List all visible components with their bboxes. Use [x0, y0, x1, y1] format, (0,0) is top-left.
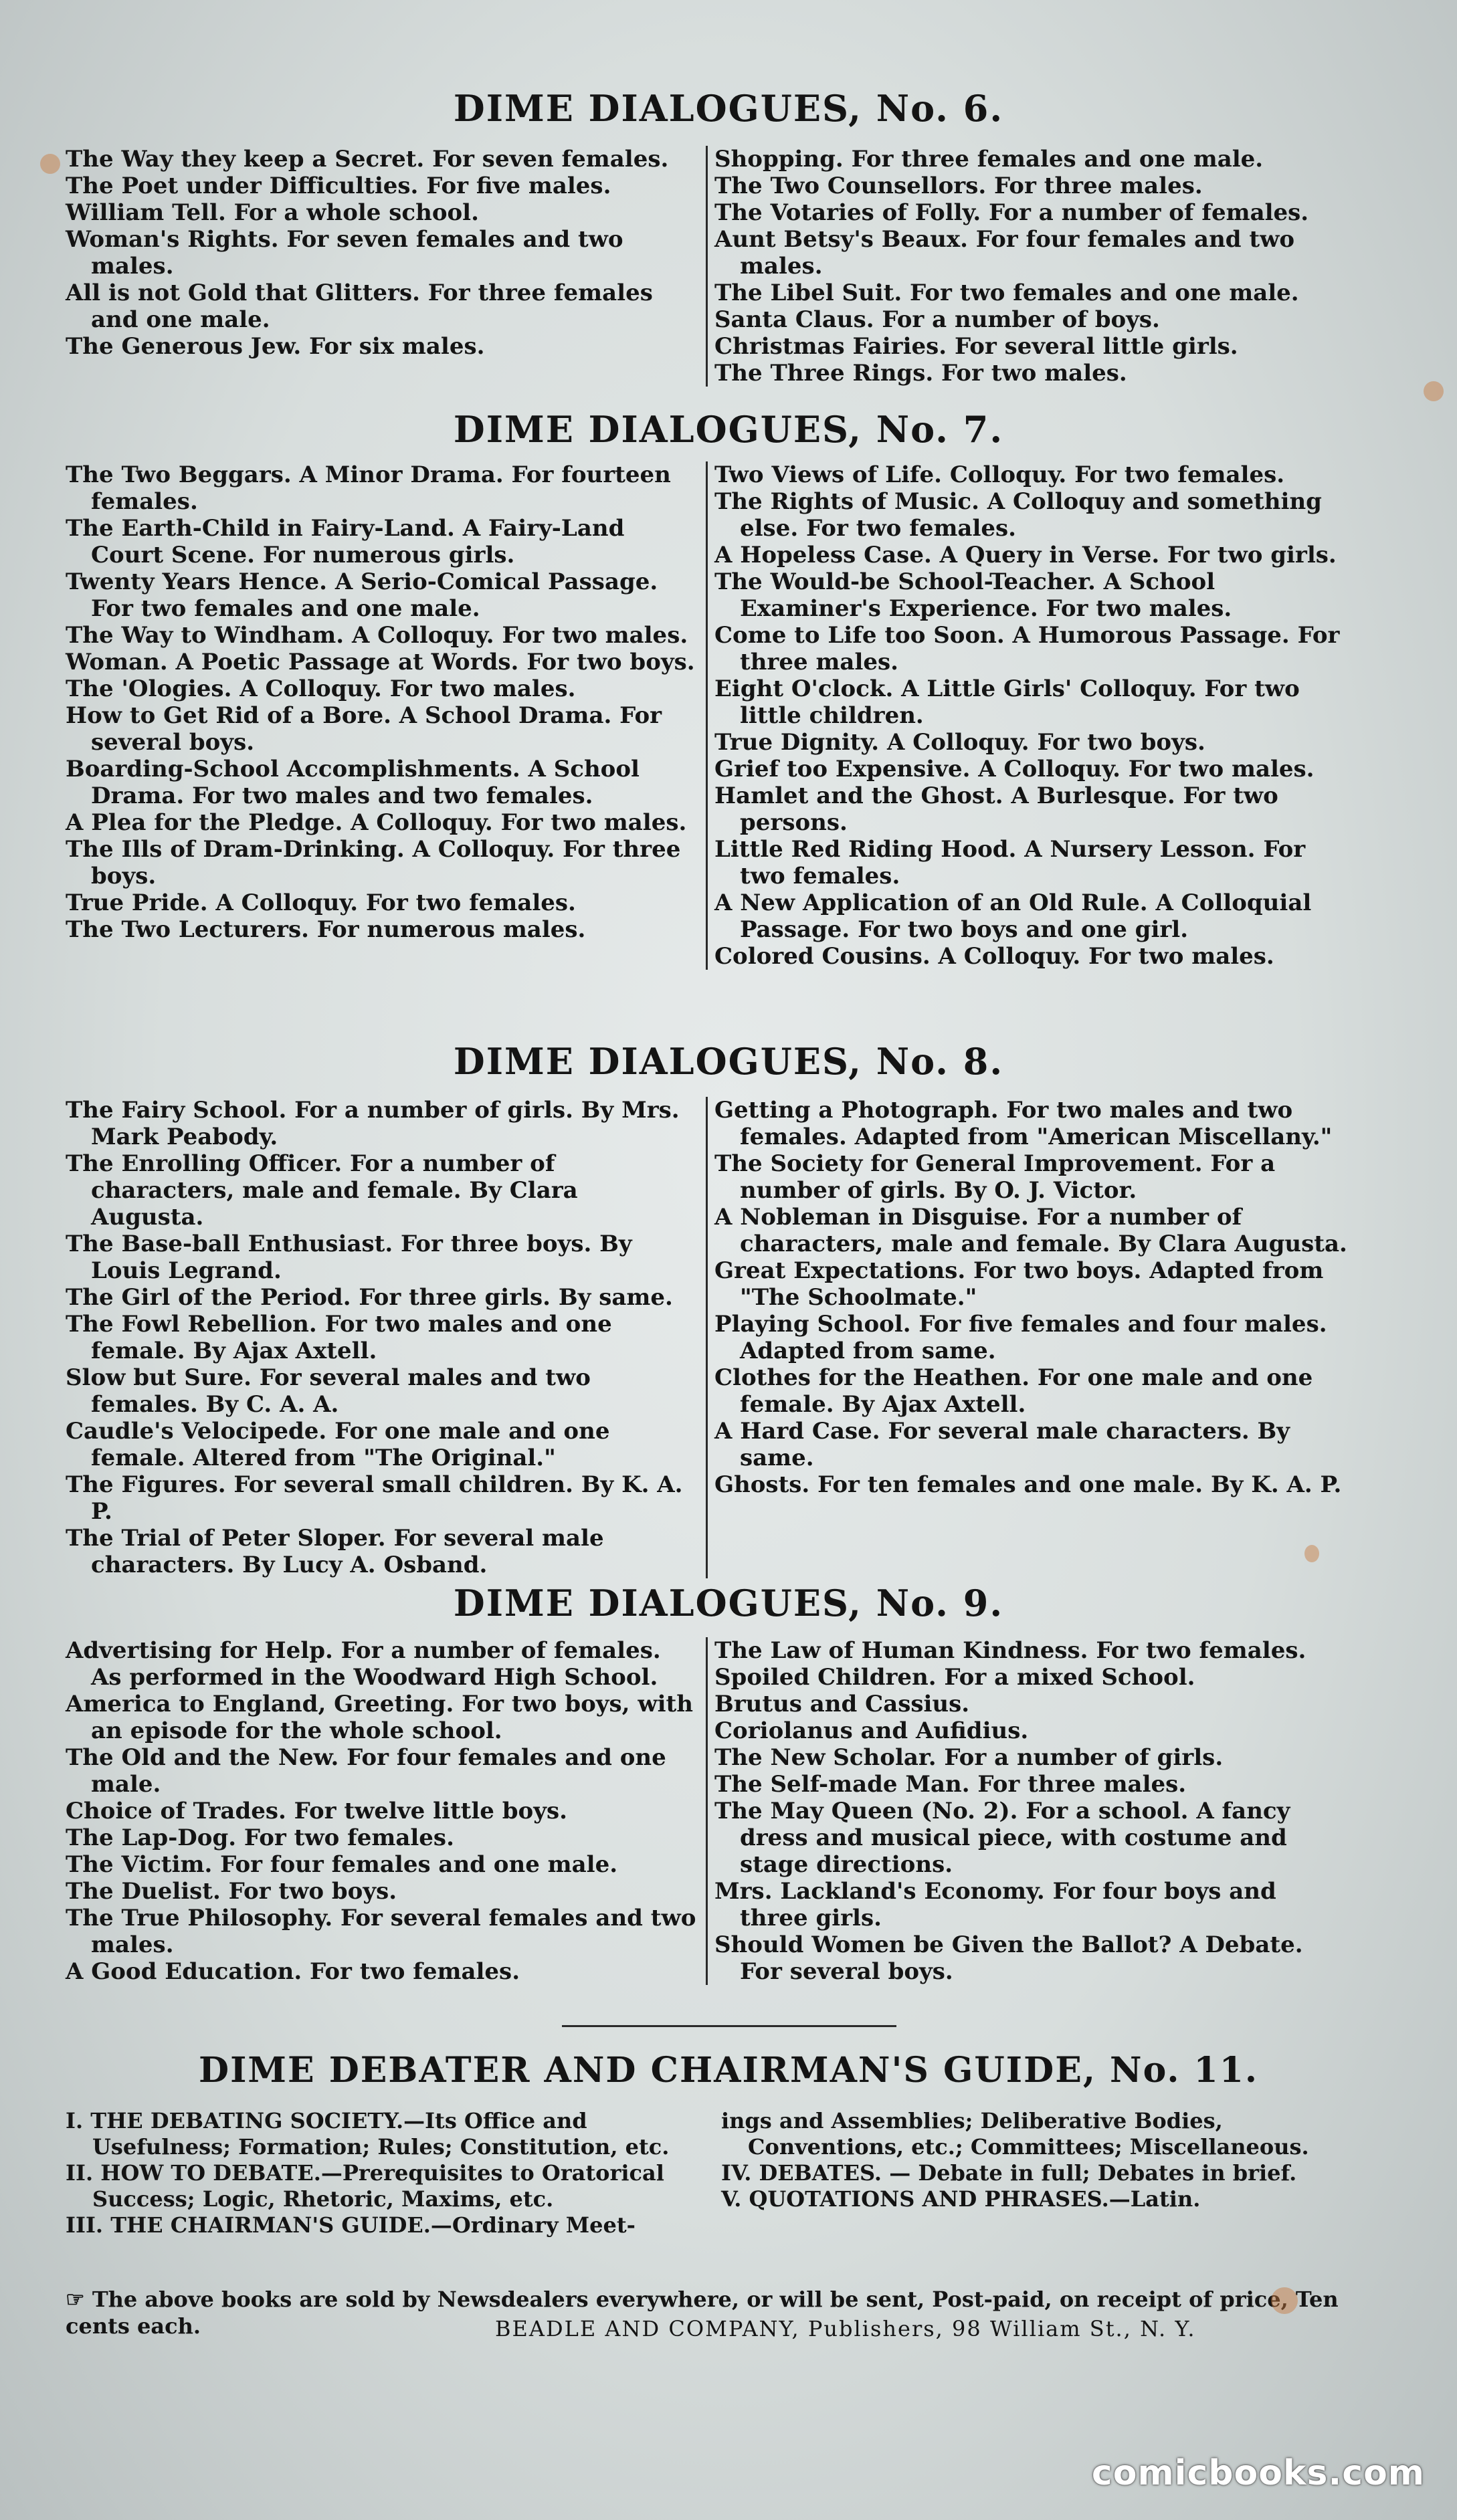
list-item: The Self-made Man. For three males. — [714, 1771, 1187, 1798]
list-item: The Two Counsellors. For three males. — [714, 173, 1203, 199]
list-item: Little Red Riding Hood. A Nursery Lesson. For two females. — [714, 836, 1306, 889]
list-item: The Votaries of Folly. For a number of females. — [714, 199, 1309, 226]
list-item: The Base-ball Enthusiast. For three boys. By Louis Legrand. — [66, 1231, 632, 1284]
list-item: The Girl of the Period. For three girls. By same. — [66, 1284, 673, 1311]
section-no6 — [66, 146, 1350, 387]
list-item: The Duelist. For two boys. — [66, 1878, 397, 1905]
list-item: II. HOW TO DEBATE.—Prerequisites to Oratorical Success; Logic, Rhetoric, Maxims, etc. — [66, 2160, 664, 2212]
list-item: I. THE DEBATING SOCIETY.—Its Office and Usefulness; Formation; Rules; Constitution, etc. — [66, 2108, 670, 2160]
list-item: The Rights of Music. A Colloquy and something else. For two females. — [714, 488, 1322, 542]
list-item: True Pride. A Colloquy. For two females. — [66, 889, 576, 916]
list-item: A Hopeless Case. A Query in Verse. For two girls. — [714, 542, 1337, 568]
list-item: True Dignity. A Colloquy. For two boys. — [714, 729, 1205, 756]
list-item: The Would-be School-Teacher. A School Examiner's Experience. For two males. — [714, 568, 1232, 622]
list-item: Clothes for the Heathen. For one male and one female. By Ajax Axtell. — [714, 1364, 1313, 1418]
section-heading-no7: DIME DIALOGUES, No. 7. — [453, 408, 1004, 451]
section-no7-right-column — [708, 461, 1350, 970]
list-item: Shopping. For three females and one male. — [714, 146, 1264, 173]
list-item: V. QUOTATIONS AND PHRASES.—Latin. — [721, 2186, 1201, 2212]
section-no9-right-column — [708, 1637, 1350, 1985]
list-item: The Two Lecturers. For numerous males. — [66, 916, 586, 943]
list-item: The Old and the New. For four females and one male. — [66, 1744, 666, 1798]
list-item: How to Get Rid of a Bore. A School Drama. For several boys. — [66, 702, 662, 756]
list-item: Twenty Years Hence. A Serio-Comical Passage. For two females and one male. — [66, 568, 658, 622]
list-item: The Law of Human Kindness. For two females. — [714, 1637, 1306, 1664]
section-no6-left-column — [66, 146, 708, 387]
section-no6-right-column — [708, 146, 1350, 387]
list-item: Caudle's Velocipede. For one male and one female. Altered from "The Original." — [66, 1418, 610, 1471]
section-heading-no6: DIME DIALOGUES, No. 6. — [453, 87, 1004, 130]
list-item: Should Women be Given the Ballot? A Debate. For several boys. — [714, 1931, 1303, 1985]
list-item: Spoiled Children. For a mixed School. — [714, 1664, 1195, 1691]
paper-stain — [40, 154, 60, 174]
list-item: A New Application of an Old Rule. A Colloquial Passage. For two boys and one girl. — [714, 889, 1312, 943]
list-item: Santa Claus. For a number of boys. — [714, 306, 1160, 333]
list-item: William Tell. For a whole school. — [66, 199, 479, 226]
list-item: III. THE CHAIRMAN'S GUIDE.—Ordinary Meet- — [66, 2212, 636, 2238]
list-item: IV. DEBATES. — Debate in full; Debates in brief. — [721, 2160, 1297, 2186]
list-item: The Earth-Child in Fairy-Land. A Fairy-Land Court Scene. For numerous girls. — [66, 515, 625, 568]
list-item: Boarding-School Accomplishments. A School Drama. For two males and two females. — [66, 756, 640, 809]
list-item: The Way they keep a Secret. For seven females. — [66, 146, 669, 173]
section-no8 — [66, 1097, 1350, 1578]
list-item: The Three Rings. For two males. — [714, 360, 1127, 387]
list-item: A Nobleman in Disguise. For a number of characters, male and female. By Clara Augusta. — [714, 1204, 1347, 1257]
list-item: Advertising for Help. For a number of females. As performed in the Woodward High School. — [66, 1637, 661, 1691]
watermark: comicbooks.com — [1091, 2453, 1425, 2493]
list-item: ings and Assemblies; Deliberative Bodies, Conventions, etc.; Committees; Miscellaneous. — [721, 2108, 1309, 2160]
debater-left-column — [66, 2108, 714, 2238]
section-no9-left-column — [66, 1637, 708, 1985]
list-item: Aunt Betsy's Beaux. For four females and two males. — [714, 226, 1295, 280]
list-item: The Enrolling Officer. For a number of characters, male and female. By Clara Augusta. — [66, 1150, 578, 1231]
list-item: The Generous Jew. For six males. — [66, 333, 485, 360]
list-item: The Fowl Rebellion. For two males and one female. By Ajax Axtell. — [66, 1311, 612, 1364]
paper-stain — [1424, 381, 1444, 401]
list-item: The Fairy School. For a number of girls. By Mrs. Mark Peabody. — [66, 1097, 680, 1150]
list-item: The Trial of Peter Sloper. For several male characters. By Lucy A. Osband. — [66, 1525, 604, 1578]
list-item: Playing School. For five females and four males. Adapted from same. — [714, 1311, 1327, 1364]
list-item: Colored Cousins. A Colloquy. For two males. — [714, 943, 1274, 970]
debater-right-column — [714, 2108, 1363, 2238]
debater-section — [66, 2108, 1363, 2238]
section-no7 — [66, 461, 1350, 970]
list-item: The May Queen (No. 2). For a school. A fancy dress and musical piece, with costume and stage directions. — [714, 1798, 1290, 1878]
list-item: Great Expectations. For two boys. Adapted from "The Schoolmate." — [714, 1257, 1324, 1311]
section-no7-left-column — [66, 461, 708, 970]
list-item: Coriolanus and Aufidius. — [714, 1717, 1029, 1744]
list-item: All is not Gold that Glitters. For three females and one male. — [66, 280, 653, 333]
list-item: The Lap-Dog. For two females. — [66, 1824, 454, 1851]
list-item: A Good Education. For two females. — [66, 1958, 520, 1985]
list-item: A Hard Case. For several male characters. By same. — [714, 1418, 1290, 1471]
list-item: Eight O'clock. A Little Girls' Colloquy. For two little children. — [714, 675, 1300, 729]
list-item: A Plea for the Pledge. A Colloquy. For two males. — [66, 809, 687, 836]
list-item: Christmas Fairies. For several little girls. — [714, 333, 1238, 360]
list-item: Ghosts. For ten females and one male. By K. A. P. — [714, 1471, 1342, 1498]
section-heading-no9: DIME DIALOGUES, No. 9. — [453, 1582, 1004, 1624]
list-item: Hamlet and the Ghost. A Burlesque. For two persons. — [714, 782, 1278, 836]
sales-notice: ☞ The above books are sold by Newsdealers everywhere, or will be sent, Post-paid, on receipt of price, Ten cents each. — [66, 2287, 1339, 2339]
debater-heading: DIME DEBATER AND CHAIRMAN'S GUIDE, No. 11. — [198, 2050, 1259, 2091]
list-item: The 'Ologies. A Colloquy. For two males. — [66, 675, 576, 702]
list-item: Choice of Trades. For twelve little boys. — [66, 1798, 567, 1824]
list-item: Two Views of Life. Colloquy. For two females. — [714, 461, 1285, 488]
section-no9 — [66, 1637, 1350, 1985]
list-item: America to England, Greeting. For two boys, with an episode for the whole school. — [66, 1691, 693, 1744]
list-item: The Libel Suit. For two females and one male. — [714, 280, 1299, 306]
list-item: Grief too Expensive. A Colloquy. For two males. — [714, 756, 1315, 782]
list-item: The Society for General Improvement. For a number of girls. By O. J. Victor. — [714, 1150, 1276, 1204]
list-item: Getting a Photograph. For two males and two females. Adapted from "American Miscellany." — [714, 1097, 1333, 1150]
list-item: Come to Life too Soon. A Humorous Passage. For three males. — [714, 622, 1340, 675]
list-item: The New Scholar. For a number of girls. — [714, 1744, 1224, 1771]
divider-rule — [562, 2025, 896, 2027]
list-item: The Figures. For several small children. By K. A. P. — [66, 1471, 683, 1525]
section-no8-right-column — [708, 1097, 1350, 1578]
paper-stain — [1271, 2287, 1298, 2314]
list-item: The Ills of Dram-Drinking. A Colloquy. For three boys. — [66, 836, 681, 889]
list-item: The True Philosophy. For several females and two males. — [66, 1905, 696, 1958]
section-heading-no8: DIME DIALOGUES, No. 8. — [453, 1040, 1004, 1083]
section-no8-left-column — [66, 1097, 708, 1578]
list-item: The Poet under Difficulties. For five males. — [66, 173, 611, 199]
list-item: Mrs. Lackland's Economy. For four boys and three girls. — [714, 1878, 1276, 1931]
publisher-line: BEADLE AND COMPANY, Publishers, 98 William St., N. Y. — [495, 2316, 1196, 2341]
list-item: The Way to Windham. A Colloquy. For two males. — [66, 622, 688, 649]
list-item: The Victim. For four females and one male. — [66, 1851, 618, 1878]
list-item: Woman's Rights. For seven females and two males. — [66, 226, 623, 280]
list-item: Woman. A Poetic Passage at Words. For two boys. — [66, 649, 695, 675]
list-item: Slow but Sure. For several males and two females. By C. A. A. — [66, 1364, 591, 1418]
list-item: Brutus and Cassius. — [714, 1691, 970, 1717]
paper-stain — [1304, 1545, 1319, 1562]
list-item: The Two Beggars. A Minor Drama. For fourteen females. — [66, 461, 671, 515]
